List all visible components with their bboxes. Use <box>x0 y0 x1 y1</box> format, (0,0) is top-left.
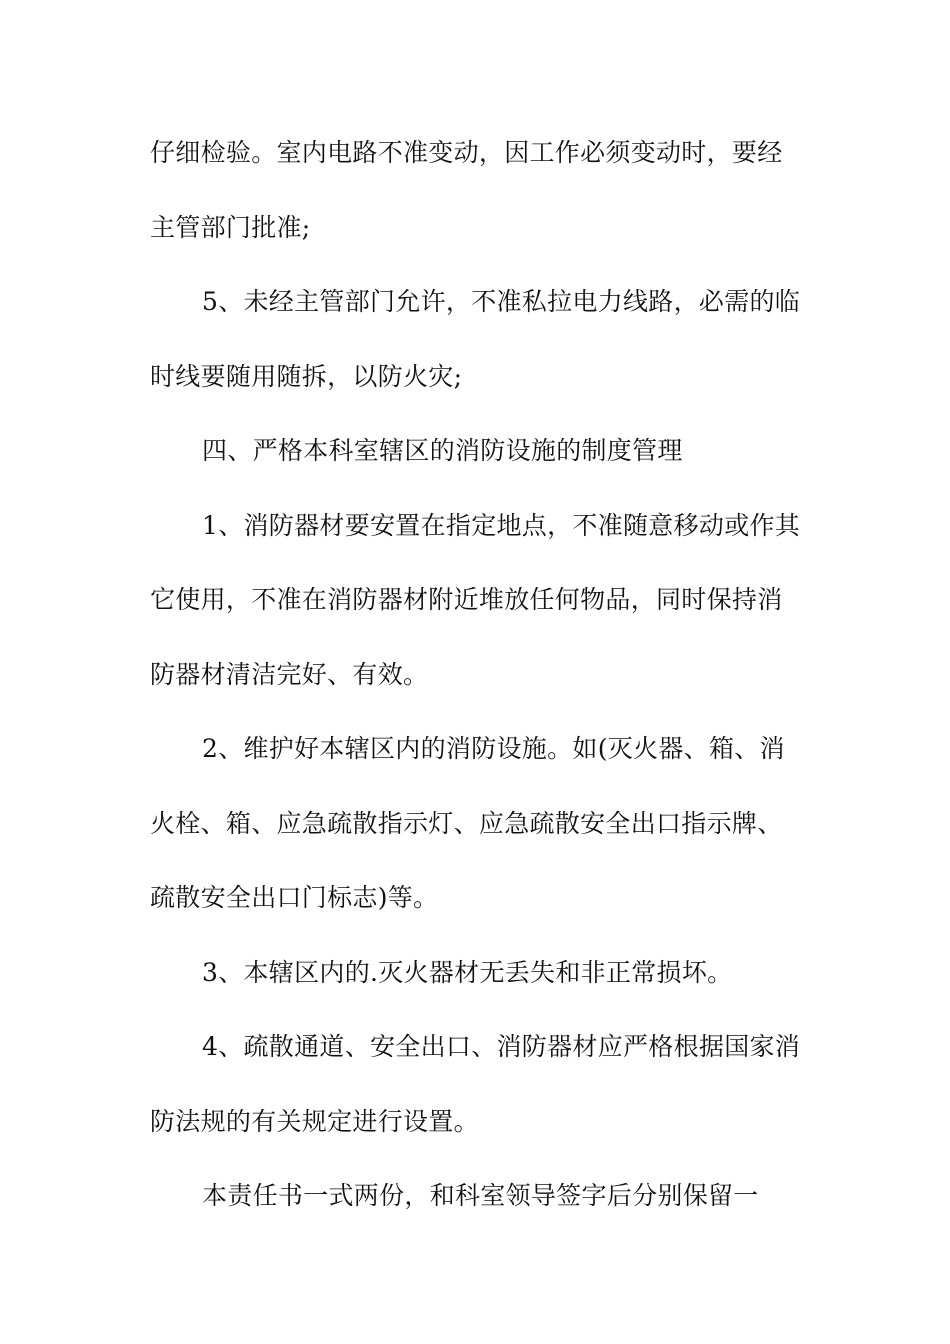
text-line-8: 防器材清洁完好、有效。 <box>150 659 429 689</box>
text-line-12: 3、本辖区内的.灭火器材无丢失和非正常损坏。 <box>202 957 733 987</box>
text-line-3: 5、未经主管部门允许，不准私拉电力线路，必需的临 <box>202 287 801 316</box>
text-line-7: 它使用，不准在消防器材附近堆放任何物品，同时保持消 <box>150 585 783 614</box>
text-line-6: 1、消防器材要安置在指定地点，不准随意移动或作其 <box>202 510 801 540</box>
text-line-15: 本责任书一式两份，和科室领导签字后分别保留一 <box>202 1181 759 1210</box>
text-line-1: 仔细检验。室内电路不准变动，因工作必须变动时，要经 <box>150 138 783 167</box>
text-line-9: 2、维护好本辖区内的消防设施。如(灭火器、箱、消 <box>202 734 785 763</box>
section-heading: 四、严格本科室辖区的消防设施的制度管理 <box>202 436 683 465</box>
text-line-11: 疏散安全出口门标志)等。 <box>150 883 439 912</box>
text-line-10: 火栓、箱、应急疏散指示灯、应急疏散安全出口指示牌、 <box>150 808 783 838</box>
text-line-13: 4、疏散通道、安全出口、消防器材应严格根据国家消 <box>202 1032 801 1061</box>
document-body <box>150 116 805 1234</box>
text-line-14: 防法规的有关规定进行设置。 <box>150 1106 479 1136</box>
text-line-4: 时线要随用随拆，以防火灾; <box>150 361 463 391</box>
text-line-2: 主管部门批准; <box>150 212 311 242</box>
